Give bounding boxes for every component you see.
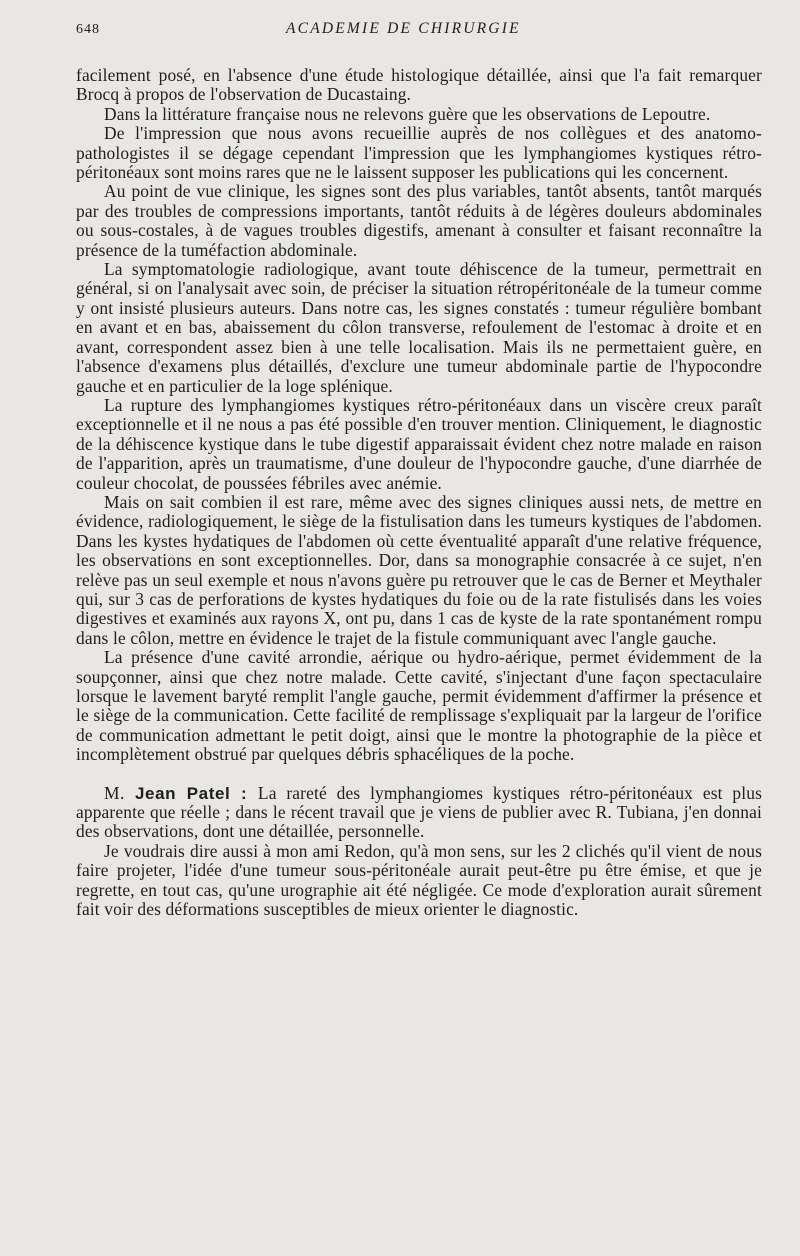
discussion-text: La rareté des lymphangiomes kystiques rétro-péritonéaux est plus apparente que réelle ; dans le récent travail que je viens de publier avec R. Tubiana, j'en donnai des observations, dont une détaillée, personnelle. — [76, 782, 762, 842]
page-number: 648 — [76, 22, 100, 37]
speaker-name: Jean Patel — [134, 783, 231, 803]
page-header — [76, 12, 762, 46]
discussion-paragraph — [76, 784, 762, 842]
paragraph: Au point de vue clinique, les signes sont des plus variables, tantôt absents, tantôt marqués par des troubles de compressions importants, tantôt réduits à de légères douleurs abdominales ou sous-costales, à de vagues troubles digestifs, amenant à consulter et faisant reconnaître la présence de la tuméfaction abdominale. — [76, 181, 762, 260]
speaker-title: M. — [104, 782, 135, 803]
discussion-paragraph: Je voudrais dire aussi à mon ami Redon, qu'à mon sens, sur les 2 clichés qu'il vient de nous faire projeter, l'idée d'une tumeur sous-péritonéale aurait peut-être pu être émise, et que je regrette, en tout cas, qu'une urographie ait été négligée. Ce mode d'exploration aurait sûrement fait voir des déformations susceptibles de mieux orienter le diagnostic. — [76, 840, 762, 920]
article-body — [76, 66, 762, 919]
paragraph: De l'impression que nous avons recueillie auprès de nos collègues et des anatomo-pathologistes il se dégage cependant l'impression que les lymphangiomes kystiques rétro-péritonéaux sont moins rares que ne le laissent supposer les publications qui les concernent. — [76, 123, 762, 183]
paragraph: La rupture des lymphangiomes kystiques rétro-péritonéaux dans un viscère creux paraît exceptionnelle et il ne nous a pas été possible d'en trouver mention. Cliniquement, le diagnostic de la déhiscence kystique dans le tube digestif apparaissait évident chez notre malade en raison de l'apparition, après un traumatisme, d'une douleur de l'hypocondre gauche, d'une diarrhée de couleur chocolat, de poussées fébriles avec anémie. — [76, 394, 762, 493]
paragraph: facilement posé, en l'absence d'une étude histologique détaillée, ainsi que l'a fait remarquer Brocq à propos de l'observation de Ducastaing. — [76, 65, 762, 105]
paragraph: La symptomatologie radiologique, avant toute déhiscence de la tumeur, permettrait en général, si on l'analysait avec soin, de préciser la situation rétropéritonéale de la tumeur comme y ont insisté plusieurs auteurs. Dans notre cas, les signes constatés : tumeur régulière bombant en avant et en bas, abaissement du côlon transverse, refoulement de l'estomac à droite et en avant, correspondent assez bien à une telle localisation. Mais ils ne permettaient guère, en l'absence d'examens plus détaillés, d'exclure une tumeur abdominale partie de l'hypocondre gauche et en particulier de la loge splénique. — [76, 259, 762, 396]
paragraph: Dans la littérature française nous ne relevons guère que les observations de Lepoutre. — [104, 103, 711, 124]
running-title: ACADEMIE DE CHIRURGIE — [286, 20, 521, 37]
speaker-colon: : — [230, 783, 258, 803]
paragraph: Mais on sait combien il est rare, même avec des signes cliniques aussi nets, de mettre en évidence, radiologiquement, le siège de la fistulisation dans les tumeurs kystiques de l'abdomen. Dans les kystes hydatiques de l'abdomen où cette éventualité apparaît d'une relative fréquence, les observations en sont exceptionnelles. Dor, dans sa monographie consacrée à ce sujet, n'en relève pas un seul exemple et nous n'avons guère pu retrouver que le cas de Berner et Meythaler qui, sur 3 cas de perforations de kystes hydatiques du foie ou de la rate fistulisés dans les voies digestives et examinés aux rayons X, ont pu, dans 1 cas de kyste de la rate spontanément rompu dans le côlon, mettre en évidence le trajet de la fistule communiquant avec l'angle gauche. — [76, 491, 762, 648]
paragraph: La présence d'une cavité arrondie, aérique ou hydro-aérique, permet évidemment de la soupçonner, ainsi que chez notre malade. Cette cavité, s'injectant d'une façon spectaculaire lorsque le lavement baryté remplit l'angle gauche, permit évidemment d'affirmer la présence et le siège de la communication. Cette facilité de remplissage s'expliquait par la largeur de l'orifice de communication admettant le petit doigt, ainsi que le montre la photographie de la pièce et incomplètement obstrué par quelques débris sphacéliques de la poche. — [76, 647, 762, 765]
